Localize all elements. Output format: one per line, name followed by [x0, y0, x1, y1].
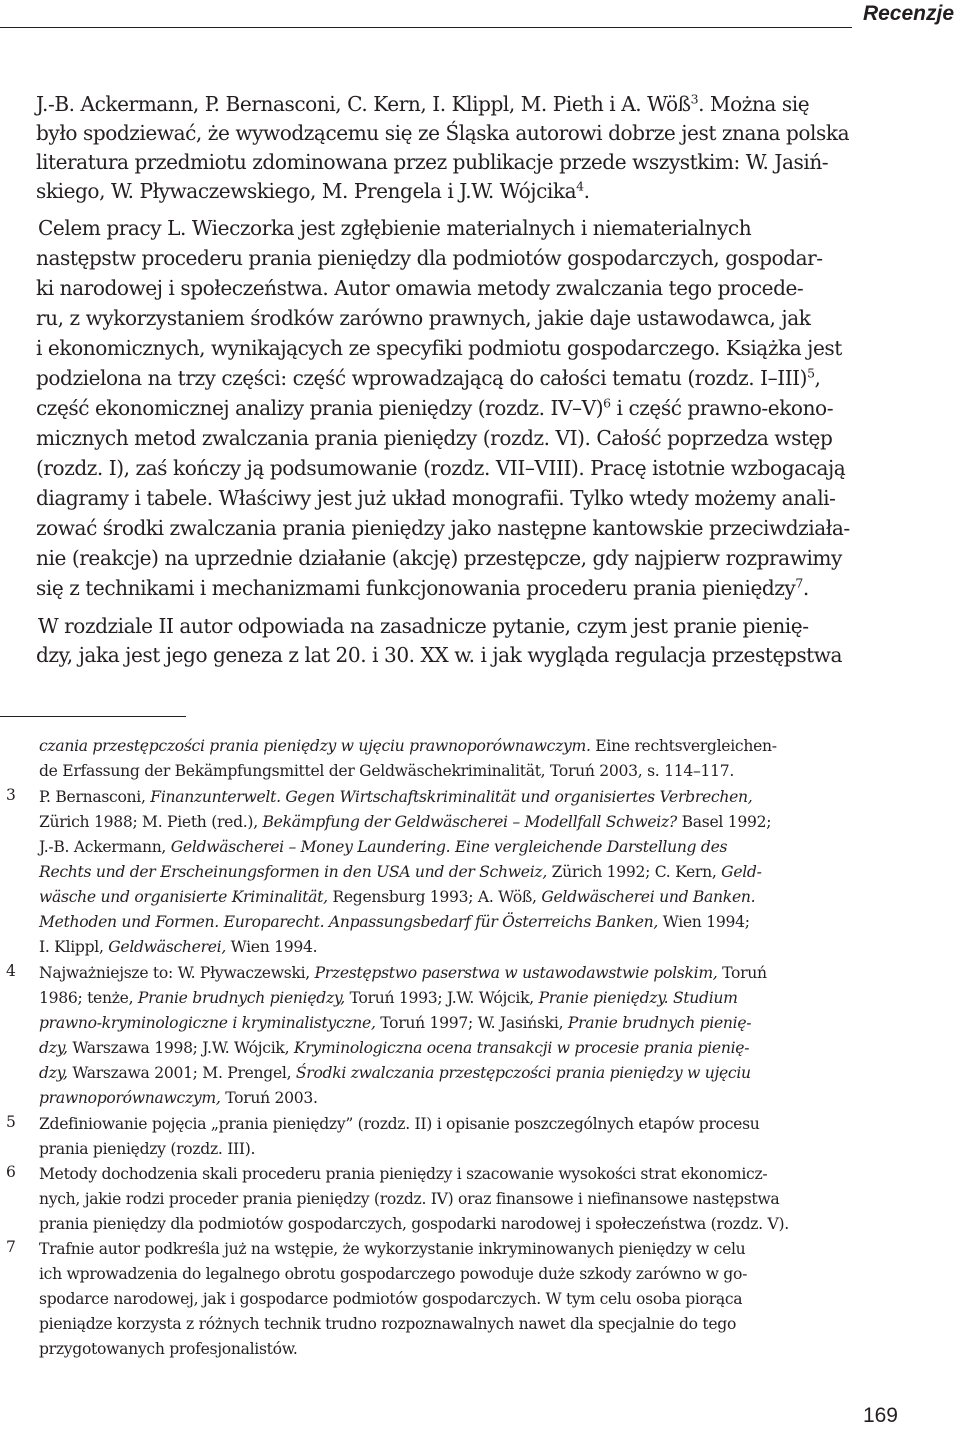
italic-span: Pranie brudnych pienię- [567, 1014, 752, 1032]
text-span: nie (reakcje) na uprzednie działanie (akcję) przestępcze, gdy najpierw rozprawimy [36, 546, 842, 570]
footnote-line [39, 1188, 897, 1210]
text-span: . [583, 179, 590, 203]
footnote-line [39, 1138, 897, 1160]
footnote-line [39, 760, 897, 782]
italic-span: Kryminologiczna ocena transakcji w procesie prania pienię- [293, 1039, 750, 1057]
footnote-line [39, 1288, 897, 1310]
body-line [36, 454, 897, 482]
text-span: prania pieniędzy dla podmiotów gospodarczych, gospodarki narodowej i społeczeństwa (rozdz. V). [39, 1215, 789, 1233]
text-span: spodarce narodowej, jak i gospodarce podmiotów gospodarczych. W tym celu osoba piorąca [39, 1290, 743, 1308]
footnote-ref: 4 [576, 178, 584, 194]
body-line [36, 177, 897, 205]
body-line [36, 514, 897, 542]
body-line [36, 334, 897, 362]
text-span: podzielona na trzy części: część wprowadzającą do całości tematu (rozdz. I–III) [36, 366, 808, 390]
text-span: J.-B. Ackermann, [39, 838, 171, 856]
footnote-ref: 3 [690, 91, 699, 107]
text-span: ich wprowadzenia do legalnego obrotu gospodarczego powoduje duże szkody zarówno w go- [39, 1265, 748, 1283]
footnote-separator [0, 716, 186, 717]
footnote-line [39, 1062, 897, 1084]
body-line [36, 119, 897, 147]
text-span: pieniądze korzysta z różnych technik trudno rozpoznawalnych nawet dla specjalnie do tego [39, 1315, 737, 1333]
text-span: literatura przedmiotu zdominowana przez publikacje przede wszystkim: W. Jasiń- [36, 150, 829, 174]
footnote-line [39, 1213, 897, 1235]
italic-span: wäsche und organisierte Kriminalität, [39, 888, 328, 906]
header-rule [0, 27, 852, 28]
footnote-number: 7 [6, 1238, 16, 1256]
text-span: skiego, W. Pływaczewskiego, M. Prengela i J.W. Wójcika [36, 179, 577, 203]
footnote-line [39, 962, 897, 984]
text-span: część ekonomicznej analizy prania pieniędzy (rozdz. IV–V) [36, 396, 604, 420]
text-span: Wien 1994. [226, 938, 318, 956]
text-span: ru, z wykorzystaniem środków zarówno prawnych, jakie daje ustawodawca, jak [36, 306, 811, 330]
text-span: micznych metod zwalczania prania pieniędzy (rozdz. VI). Całość poprzedza wstęp [36, 426, 833, 450]
text-span: I. Klippl, [39, 938, 109, 956]
text-span: Najważniejsze to: W. Pływaczewski, [39, 964, 315, 982]
text-span: P. Bernasconi, [39, 788, 151, 806]
text-span: Eine rechtsvergleichen- [590, 737, 777, 755]
body-line [38, 214, 899, 242]
text-span: następstw procederu prania pieniędzy dla podmiotów gospodarczych, gospodar- [36, 246, 823, 270]
footnote-line [39, 1263, 897, 1285]
text-span: Zdefiniowanie pojęcia „prania pieniędzy” (rozdz. II) i opisanie poszczególnych etapów procesu [39, 1115, 760, 1133]
footnote-line [39, 1037, 897, 1059]
text-span: Trafnie autor podkreśla już na wstępie, że wykorzystanie inkryminowanych pieniędzy w celu [39, 1240, 746, 1258]
footnote-line [39, 1087, 897, 1109]
text-span: Regensburg 1993; A. Wöß, [327, 888, 542, 906]
footnote-line [39, 987, 897, 1009]
body-line [36, 364, 897, 392]
italic-span: czania przestępczości prania pieniędzy w ujęciu prawnoporównawczym. [39, 737, 591, 755]
body-line [36, 641, 897, 669]
italic-span: prawno-kryminologiczne i kryminalistyczne, [39, 1014, 376, 1032]
footnote-line [39, 1012, 897, 1034]
body-line [36, 484, 897, 512]
text-span: 1986; tenże, [39, 989, 138, 1007]
italic-span: Methoden und Formen. Europarecht. Anpassungsbedarf für Österreichs Banken, [39, 913, 659, 931]
footnote-ref: 7 [795, 575, 803, 591]
footnote-line [39, 936, 897, 958]
body-line [36, 244, 897, 272]
text-span: nych, jakie rodzi proceder prania pieniędzy (rozdz. IV) oraz finansowe i niefinansowe następstwa [39, 1190, 780, 1208]
footnote-ref: 6 [603, 395, 611, 411]
text-span: Toruń 2003. [220, 1089, 318, 1107]
body-line [36, 394, 897, 422]
italic-span: Geldwäscherei und Banken. [541, 888, 756, 906]
footnote-number: 3 [6, 786, 16, 804]
italic-span: Geldwäscherei, [108, 938, 226, 956]
text-span: się z technikami i mechanizmami funkcjonowania procederu prania pieniędzy [36, 576, 796, 600]
italic-span: Pranie pieniędzy. Studium [538, 989, 738, 1007]
section-label: Recenzje [862, 2, 954, 25]
body-line [36, 574, 897, 602]
footnote-line [39, 1163, 897, 1185]
footnote-line [39, 861, 897, 883]
body-line [36, 90, 897, 118]
text-span: diagramy i tabele. Właściwy jest już układ monografii. Tylko wtedy możemy anali- [36, 486, 836, 510]
body-line [36, 424, 897, 452]
italic-span: Finanzunterwelt. Gegen Wirtschaftskriminalität und organisiertes Verbrechen, [150, 788, 753, 806]
text-span: Toruń 1997; W. Jasiński, [375, 1014, 568, 1032]
text-span: zować środki zwalczania prania pieniędzy jako następne kantowskie przeciwdziała- [36, 516, 850, 540]
footnote-line [39, 1338, 897, 1360]
text-span: Basel 1992; [676, 813, 772, 831]
page-number: 169 [862, 1404, 898, 1427]
text-span: . Można się [698, 92, 810, 116]
text-span: i część prawno-ekono- [610, 396, 834, 420]
body-line [38, 612, 899, 640]
footnote-line [39, 886, 897, 908]
italic-span: dzy, [39, 1039, 68, 1057]
body-line [36, 148, 897, 176]
footnote-ref: 5 [807, 365, 815, 381]
text-span: (rozdz. I), zaś kończy ją podsumowanie (rozdz. VII–VIII). Pracę istotnie wzbogacają [36, 456, 846, 480]
italic-span: Geldwäscherei – Money Laundering. Eine vergleichende Darstellung des [170, 838, 728, 856]
text-span: było spodziewać, że wywodzącemu się ze Śląska autorowi dobrze jest znana polska [36, 121, 850, 145]
text-span: Zürich 1992; C. Kern, [546, 863, 722, 881]
text-span: ki narodowej i społeczeństwa. Autor omawia metody zwalczania tego procede- [36, 276, 804, 300]
italic-span: Przestępstwo paserstwa w ustawodawstwie polskim, [314, 964, 718, 982]
text-span: przygotowanych profesjonalistów. [39, 1340, 298, 1358]
footnote-line [39, 1113, 897, 1135]
footnote-line [39, 836, 897, 858]
footnote-line [39, 1238, 897, 1260]
italic-span: Środki zwalczania przestępczości prania pieniędzy w ujęciu [295, 1064, 751, 1082]
footnote-line [39, 735, 897, 757]
footnote-number: 6 [6, 1163, 16, 1181]
text-span: Warszawa 2001; M. Prengel, [67, 1064, 296, 1082]
text-span: Metody dochodzenia skali procederu prania pieniędzy i szacowanie wysokości strat ekonomicz- [39, 1165, 768, 1183]
text-span: Toruń 1993; J.W. Wójcik, [344, 989, 539, 1007]
footnote-line [39, 811, 897, 833]
footnote-line [39, 911, 897, 933]
italic-span: Pranie brudnych pieniędzy, [137, 989, 345, 1007]
body-line [36, 274, 897, 302]
text-span: prania pieniędzy (rozdz. III). [39, 1140, 256, 1158]
body-line [36, 544, 897, 572]
text-span: . [802, 576, 809, 600]
text-span: Warszawa 1998; J.W. Wójcik, [67, 1039, 294, 1057]
text-span: Wien 1994; [658, 913, 750, 931]
footnote-number: 5 [6, 1113, 16, 1131]
italic-span: Geld- [721, 863, 762, 881]
text-span: J.-B. Ackermann, P. Bernasconi, C. Kern, I. Klippl, M. Pieth i A. Wöß [36, 92, 691, 116]
italic-span: Rechts und der Erscheinungsformen in den USA und der Schweiz, [39, 863, 547, 881]
text-span: Toruń [717, 964, 767, 982]
italic-span: prawnoporównawczym, [39, 1089, 221, 1107]
text-span: dzy, jaka jest jego geneza z lat 20. i 30. XX w. i jak wygląda regulacja przestępstwa [36, 643, 843, 667]
footnote-line [39, 1313, 897, 1335]
text-span: i ekonomicznych, wynikających ze specyfiki podmiotu gospodarczego. Książka jest [36, 336, 842, 360]
text-span: de Erfassung der Bekämpfungsmittel der Geldwäschekriminalität, Toruń 2003, s. 114–117. [39, 762, 734, 780]
text-span: Celem pracy L. Wieczorka jest zgłębienie materialnych i niematerialnych [38, 216, 752, 240]
italic-span: Bekämpfung der Geldwäscherei – Modellfall Schweiz? [262, 813, 677, 831]
text-span: Zürich 1988; M. Pieth (red.), [39, 813, 263, 831]
footnote-line [39, 786, 897, 808]
body-line [36, 304, 897, 332]
footnote-number: 4 [6, 962, 16, 980]
text-span: W rozdziale II autor odpowiada na zasadnicze pytanie, czym jest pranie pienię- [38, 614, 809, 638]
text-span: , [814, 366, 821, 390]
italic-span: dzy, [39, 1064, 68, 1082]
